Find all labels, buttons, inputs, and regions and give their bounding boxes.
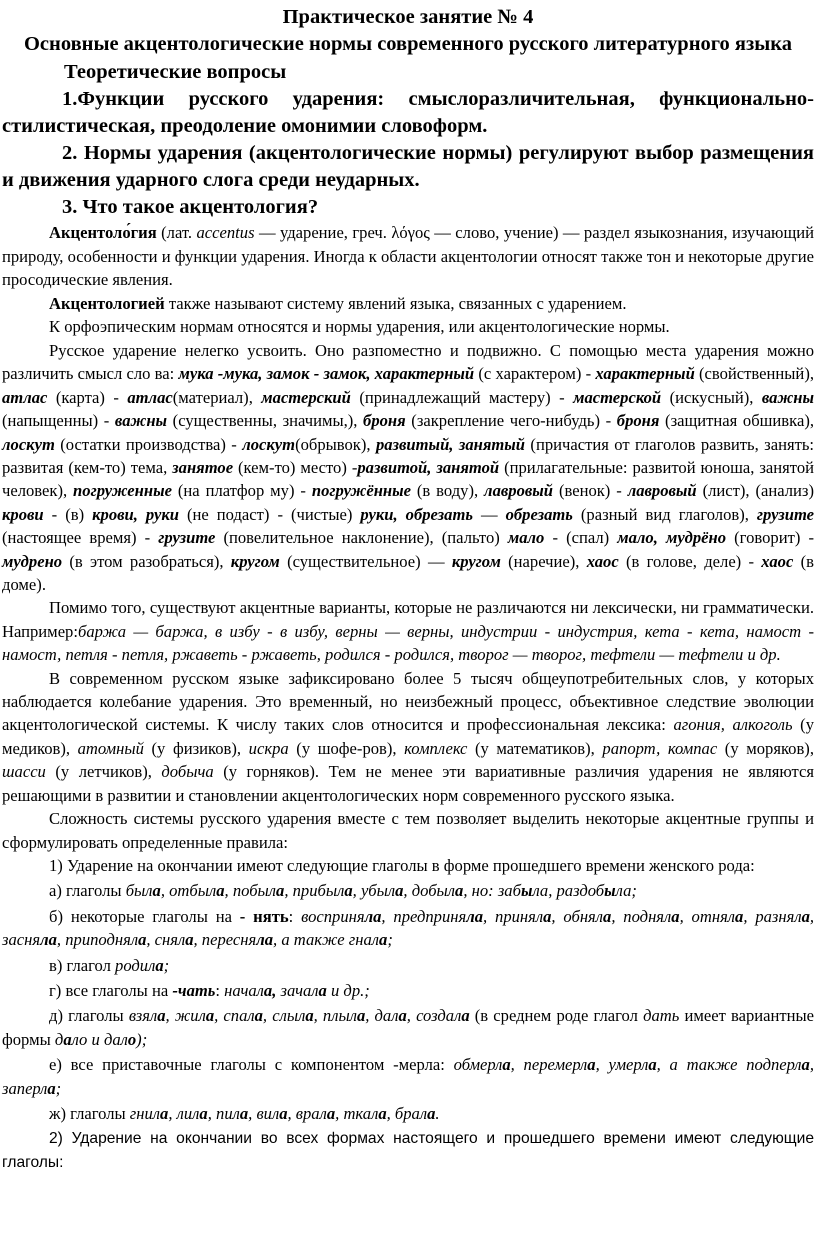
variants-intro: Помимо того, существуют акцентные варианты, которые не различаются ни лексически, ни грамматически. Например: <box>2 598 814 641</box>
text-run: ла; <box>615 881 637 901</box>
text-run: атлас <box>2 387 48 407</box>
text-run: имеет вариантные формы <box>2 1006 815 1049</box>
text-run: а <box>379 930 388 950</box>
text-run: а <box>427 1103 436 1123</box>
text-run: , а также гнал <box>273 930 380 950</box>
rule-1d-suffix: -чать <box>172 980 216 1000</box>
text-run: важны <box>114 411 168 431</box>
rule-1g-label: ж) глаголы <box>49 1103 130 1123</box>
text-run: , снял <box>146 930 186 950</box>
text-run: был <box>125 881 153 901</box>
rule-2: 2) Ударение на окончании во всех формах настоящего и прошедшего времени имеют следующие глаголы: <box>2 1130 814 1172</box>
text-run: ла, раздоб <box>532 881 605 901</box>
text-run: а <box>199 1103 208 1123</box>
rule-1f-label: е) все приставочные глаголы с компонентом -мерла: <box>49 1055 454 1075</box>
text-run: а <box>455 881 464 901</box>
text-run: а <box>603 906 612 926</box>
also-text: также называют систему явлений языка, связанных с ударением. <box>164 293 627 313</box>
text-run: ; <box>163 955 170 975</box>
text-run: грузите <box>158 528 216 548</box>
text-run: , а также подперл <box>656 1055 802 1075</box>
text-run: (у математиков), <box>467 738 603 758</box>
text-run: развитый, занятый <box>375 434 526 454</box>
text-run: , приподнял <box>56 930 139 950</box>
variants-list: баржа — баржа, в избу - в избу, верны — верны, индустрии - индустрия, кета - кета, намост - намост, петля - петля, ржаветь - ржаветь, родился - родился, творог — творог, тефтели — тефтели и др. <box>2 621 814 665</box>
text-run: , разнял <box>743 906 802 926</box>
text-run: о <box>127 1029 137 1049</box>
text-run: а <box>801 1055 810 1075</box>
text-run: добыча <box>161 762 214 782</box>
text-run: а <box>587 1055 596 1075</box>
text-run: , создал <box>406 1006 462 1026</box>
text-run: , брал <box>386 1103 428 1123</box>
text-run: грузите <box>756 504 815 524</box>
text-run: кругом <box>451 551 501 571</box>
text-run: , отбыл <box>160 881 217 901</box>
text-run: (лист), (анализ) <box>696 481 814 501</box>
rule-1e-label: д) глаголы <box>49 1006 129 1026</box>
text-run: руки, обрезать <box>360 504 473 524</box>
text-run: погруженные <box>73 481 172 501</box>
text-run: (материал), <box>172 387 262 407</box>
text-run: (венок) - <box>553 481 628 501</box>
text-run: а <box>276 881 285 901</box>
text-run: атлас <box>127 387 173 407</box>
text-run: ; <box>387 930 393 950</box>
text-run: а <box>395 881 404 901</box>
text-run: мастерский <box>261 387 351 407</box>
text-run: гнил <box>129 1103 161 1123</box>
rule-1e <box>2 1004 814 1051</box>
text-run: ла <box>40 930 57 950</box>
rule-1a <box>2 879 814 902</box>
text-run: погружённые <box>311 481 411 501</box>
text-run: , умерл <box>595 1055 649 1075</box>
text-run: (напыщенны) - <box>2 411 115 431</box>
text-run: а <box>254 1006 263 1026</box>
text-run: а <box>648 1055 657 1075</box>
text-run: , плыл <box>313 1006 357 1026</box>
text-run: а <box>152 881 161 901</box>
text-run: ла <box>466 906 484 926</box>
text-run: развитой, занятой <box>357 458 500 477</box>
question-2: 2. Нормы ударения (акцентологические нормы) регулируют выбор размещения и движения ударного слога среди неударных. <box>2 142 814 191</box>
text-run: важны <box>761 387 814 407</box>
text-run: (у физиков), <box>143 738 249 758</box>
definition-text-1: (лат. <box>156 223 197 242</box>
text-run: а <box>801 906 810 926</box>
rule-1d-label: г) все глаголы на <box>49 980 173 1000</box>
text-run: (защитная обшивка), <box>659 411 814 431</box>
text-run: а <box>735 906 744 926</box>
section-heading: Теоретические вопросы <box>64 61 287 83</box>
text-run: (карта) - <box>47 387 128 407</box>
text-run: , <box>272 980 277 1000</box>
text-run: а <box>344 881 353 901</box>
text-run: а <box>239 1103 249 1123</box>
text-run: а <box>318 980 327 1000</box>
text-run: (у медиков), <box>2 715 814 758</box>
text-run: (прилагательные: развитой юноша, занятой человек), <box>2 458 814 501</box>
text-run: рапорт, компас <box>602 738 718 758</box>
variants-paragraph <box>2 596 814 666</box>
text-run: лавровый <box>627 481 697 501</box>
text-run: мастерской <box>573 387 662 407</box>
text-run: а <box>326 1103 336 1123</box>
text-run: мудрено <box>2 551 63 571</box>
rule-1b-suffix: - нять <box>239 906 289 926</box>
text-run: лавровый <box>484 481 554 501</box>
text-run: агония, алкоголь <box>673 715 793 735</box>
text-run: , убыл <box>352 881 396 901</box>
text-run: (в голове, деле) - <box>618 551 762 571</box>
text-run: , заперл <box>2 1055 814 1098</box>
text-run: ла <box>256 930 274 950</box>
text-run: (искусный), <box>661 387 762 407</box>
text-run: а <box>461 1006 470 1026</box>
text-run: , дал <box>365 1006 399 1026</box>
text-run: лоскут <box>2 434 55 454</box>
text-run: , лил <box>168 1103 200 1123</box>
text-run: обмерл <box>453 1055 503 1075</box>
text-run: , прибыл <box>284 881 345 901</box>
text-run: ло и дал <box>71 1029 128 1049</box>
modern-text: В современном русском языке зафиксировано более 5 тысяч общеупотребительных слов, у которых наблюдается колебание ударения. Это временный, но неизбежный процесс, объективное следствие эволюции акцентологической системы. К числу таких слов относится и профессиональная лексика: <box>2 668 814 735</box>
text-run: а <box>216 881 225 901</box>
text-run: а <box>543 906 552 926</box>
text-run: , побыл <box>224 881 277 901</box>
rule-1c <box>2 954 814 977</box>
text-run: а <box>155 955 164 975</box>
text-run: (принадлежащий мастеру) - <box>350 387 574 407</box>
text-run: , отнял <box>679 906 736 926</box>
stress-intro: Русское ударение нелегко усвоить. Оно разпоместно и подвижно. С помощью места ударения можно различить смысл сло ва: <box>2 340 814 384</box>
text-run: броня <box>363 411 406 431</box>
text-run: - (спал) <box>544 528 618 548</box>
text-run: , врал <box>287 1103 327 1123</box>
text-run: (закрепление чего-нибудь) - <box>405 411 617 431</box>
also-term: Акцентологией <box>49 293 165 313</box>
text-run: мука -мука, замок - замок, характерный <box>178 364 475 384</box>
orthoepic-paragraph: К орфоэпическим нормам относятся и нормы ударения, или акцентологические нормы. <box>49 317 670 337</box>
text-run: лоскут <box>242 434 296 454</box>
text-run: а <box>263 980 273 1000</box>
text-run: мало <box>507 528 545 548</box>
text-run: а <box>356 1006 366 1026</box>
stress-examples <box>2 364 814 594</box>
rule-1a-words <box>126 881 637 900</box>
also-paragraph <box>2 292 814 316</box>
text-run: комплекс <box>404 738 468 758</box>
text-run: занятое <box>172 458 234 477</box>
document-subtitle: Основные акцентологические нормы современного русского литературного языка <box>23 33 793 55</box>
text-run: а <box>502 1055 511 1075</box>
text-run: (у горняков). Тем не менее эти вариативные различия ударения не являются решающими в развитии и становлении акцентологических норм современного русского языка. <box>2 762 814 805</box>
text-run: дать <box>643 1006 680 1026</box>
text-run: хаос <box>761 551 794 571</box>
text-run: , предприня <box>381 906 467 926</box>
text-run: (обрывок), <box>295 434 376 454</box>
text-run: ); <box>136 1029 148 1049</box>
rule-1b-label: б) некоторые глаголы на <box>49 906 240 926</box>
complexity-paragraph: Сложность системы русского ударения вместе с тем позволяет выделить некоторые акцентные группы и сформулировать определенные правила: <box>2 809 814 852</box>
text-run: а <box>185 930 194 950</box>
text-run: , спал <box>214 1006 255 1026</box>
text-run: (говорит) - <box>726 528 814 548</box>
text-run: (с характером) - <box>474 364 596 384</box>
text-run: — <box>472 504 506 524</box>
text-run: крови, руки <box>92 504 179 524</box>
text-run: атомный <box>77 738 144 758</box>
question-1: 1.Функции русского ударения: смыслоразличительная, функционально-стилистическая, преодоление омонимии словоформ. <box>2 88 814 137</box>
text-run: начал <box>224 980 264 1000</box>
text-run: а <box>378 1103 387 1123</box>
text-run: а <box>47 1078 56 1098</box>
text-run: крови <box>2 504 44 524</box>
text-run: а <box>160 1103 169 1123</box>
rule-1d-words <box>215 981 369 1000</box>
definition-latin: accentus <box>196 223 255 242</box>
question-3: 3. Что такое акцентология? <box>62 196 319 218</box>
text-run: характерный <box>595 364 695 384</box>
text-run: зачал <box>276 980 319 1000</box>
rule-1b <box>2 905 814 952</box>
text-run: (остатки производства) - <box>54 434 243 454</box>
text-run: (наречие), <box>500 551 587 571</box>
text-run: обрезать <box>505 504 573 524</box>
text-run: (в среднем роде глагол <box>469 1006 644 1026</box>
text-run: и др.; <box>326 980 370 1000</box>
text-run: , перемерл <box>510 1055 588 1075</box>
text-run: ы <box>604 881 616 901</box>
text-run: (существительное) — <box>279 551 452 571</box>
text-run: броня <box>616 411 660 431</box>
text-run: - (в) <box>43 504 93 524</box>
text-run: (повелительное наклонение), (пальто) <box>215 528 508 548</box>
text-run: взял <box>128 1006 158 1026</box>
text-run: . <box>435 1103 440 1123</box>
text-run: , но: заб <box>463 881 521 901</box>
text-run: искра <box>248 738 289 758</box>
text-run: , добыл <box>403 881 456 901</box>
rule-1c-label: в) глагол <box>49 955 116 975</box>
rule-1c-words <box>115 956 169 975</box>
text-run: , жил <box>165 1006 206 1026</box>
text-run: (разный вид глаголов), <box>572 504 757 524</box>
text-run: (настоящее время) - <box>2 528 159 548</box>
stress-examples-paragraph <box>2 339 814 596</box>
text-run: (кем-то) место) - <box>233 458 358 477</box>
rule-1a-label: а) глаголы <box>49 881 126 901</box>
rule-1g <box>2 1102 814 1125</box>
text-run: мало, мудрёно <box>617 528 727 548</box>
text-run: родил <box>115 955 156 975</box>
text-run: ла <box>364 906 382 926</box>
text-run: (у летчиков), <box>45 762 162 782</box>
rule-1: 1) Ударение на окончании имеют следующие глаголы в форме прошедшего времени женского рода: <box>49 855 755 875</box>
text-run: шасси <box>2 762 46 782</box>
text-run: , слыл <box>262 1006 306 1026</box>
text-run: (у моряков), <box>717 738 814 758</box>
text-run: (причастия от глаголов развить, занять: развитая (кем-то) тема, <box>2 434 815 477</box>
text-run: , поднял <box>611 906 672 926</box>
text-run: а <box>157 1006 166 1026</box>
text-run: восприня <box>301 906 365 926</box>
text-run: (не подаст) - (чистые) <box>179 504 361 524</box>
text-run: д <box>54 1029 64 1049</box>
text-run: , принял <box>483 906 544 926</box>
text-run: (в доме). <box>2 551 814 595</box>
text-run: а <box>305 1006 314 1026</box>
text-run: а <box>138 930 147 950</box>
text-run: (в этом разобраться), <box>62 551 231 571</box>
text-run: кругом <box>230 551 280 571</box>
text-run: : <box>288 906 302 926</box>
text-run: , ткал <box>335 1103 379 1123</box>
modern-paragraph <box>2 667 814 807</box>
text-run: (на платфор му) - <box>171 481 312 501</box>
text-run: ы <box>520 881 533 901</box>
text-run: ; <box>55 1078 62 1098</box>
text-run: , засня <box>2 906 815 950</box>
text-run: а <box>671 906 680 926</box>
text-run: хаос <box>586 551 619 571</box>
text-run: (свойственный), <box>694 364 814 384</box>
text-run: : <box>215 980 225 1000</box>
text-run: , пересня <box>193 930 257 950</box>
text-run: (у шофе-ров), <box>288 738 405 758</box>
rule-1g-words <box>130 1104 440 1123</box>
definition-term: Акцентоло́гия <box>49 223 157 242</box>
text-run: (в воду), <box>411 481 485 501</box>
text-run: а <box>63 1029 72 1049</box>
text-run: а <box>279 1103 288 1123</box>
text-run: , пил <box>207 1103 240 1123</box>
text-run: а <box>205 1006 215 1026</box>
rule-1f <box>2 1053 814 1100</box>
text-run: , обнял <box>551 906 604 926</box>
text-run: а <box>398 1006 407 1026</box>
text-run: (существенны, значимы,), <box>167 411 364 431</box>
document-title: Практическое занятие № 4 <box>282 6 534 28</box>
text-run: , вил <box>248 1103 280 1123</box>
definition-text-2: — ударение, греч. λόγος — слово, учение) — раздел языкознания, изучающий природу, особенности и функции ударения. Иногда к области акцентологии относят также тон и некоторые другие просодические явления. <box>2 223 814 290</box>
definition-paragraph <box>2 221 814 292</box>
rule-1d <box>2 979 814 1002</box>
